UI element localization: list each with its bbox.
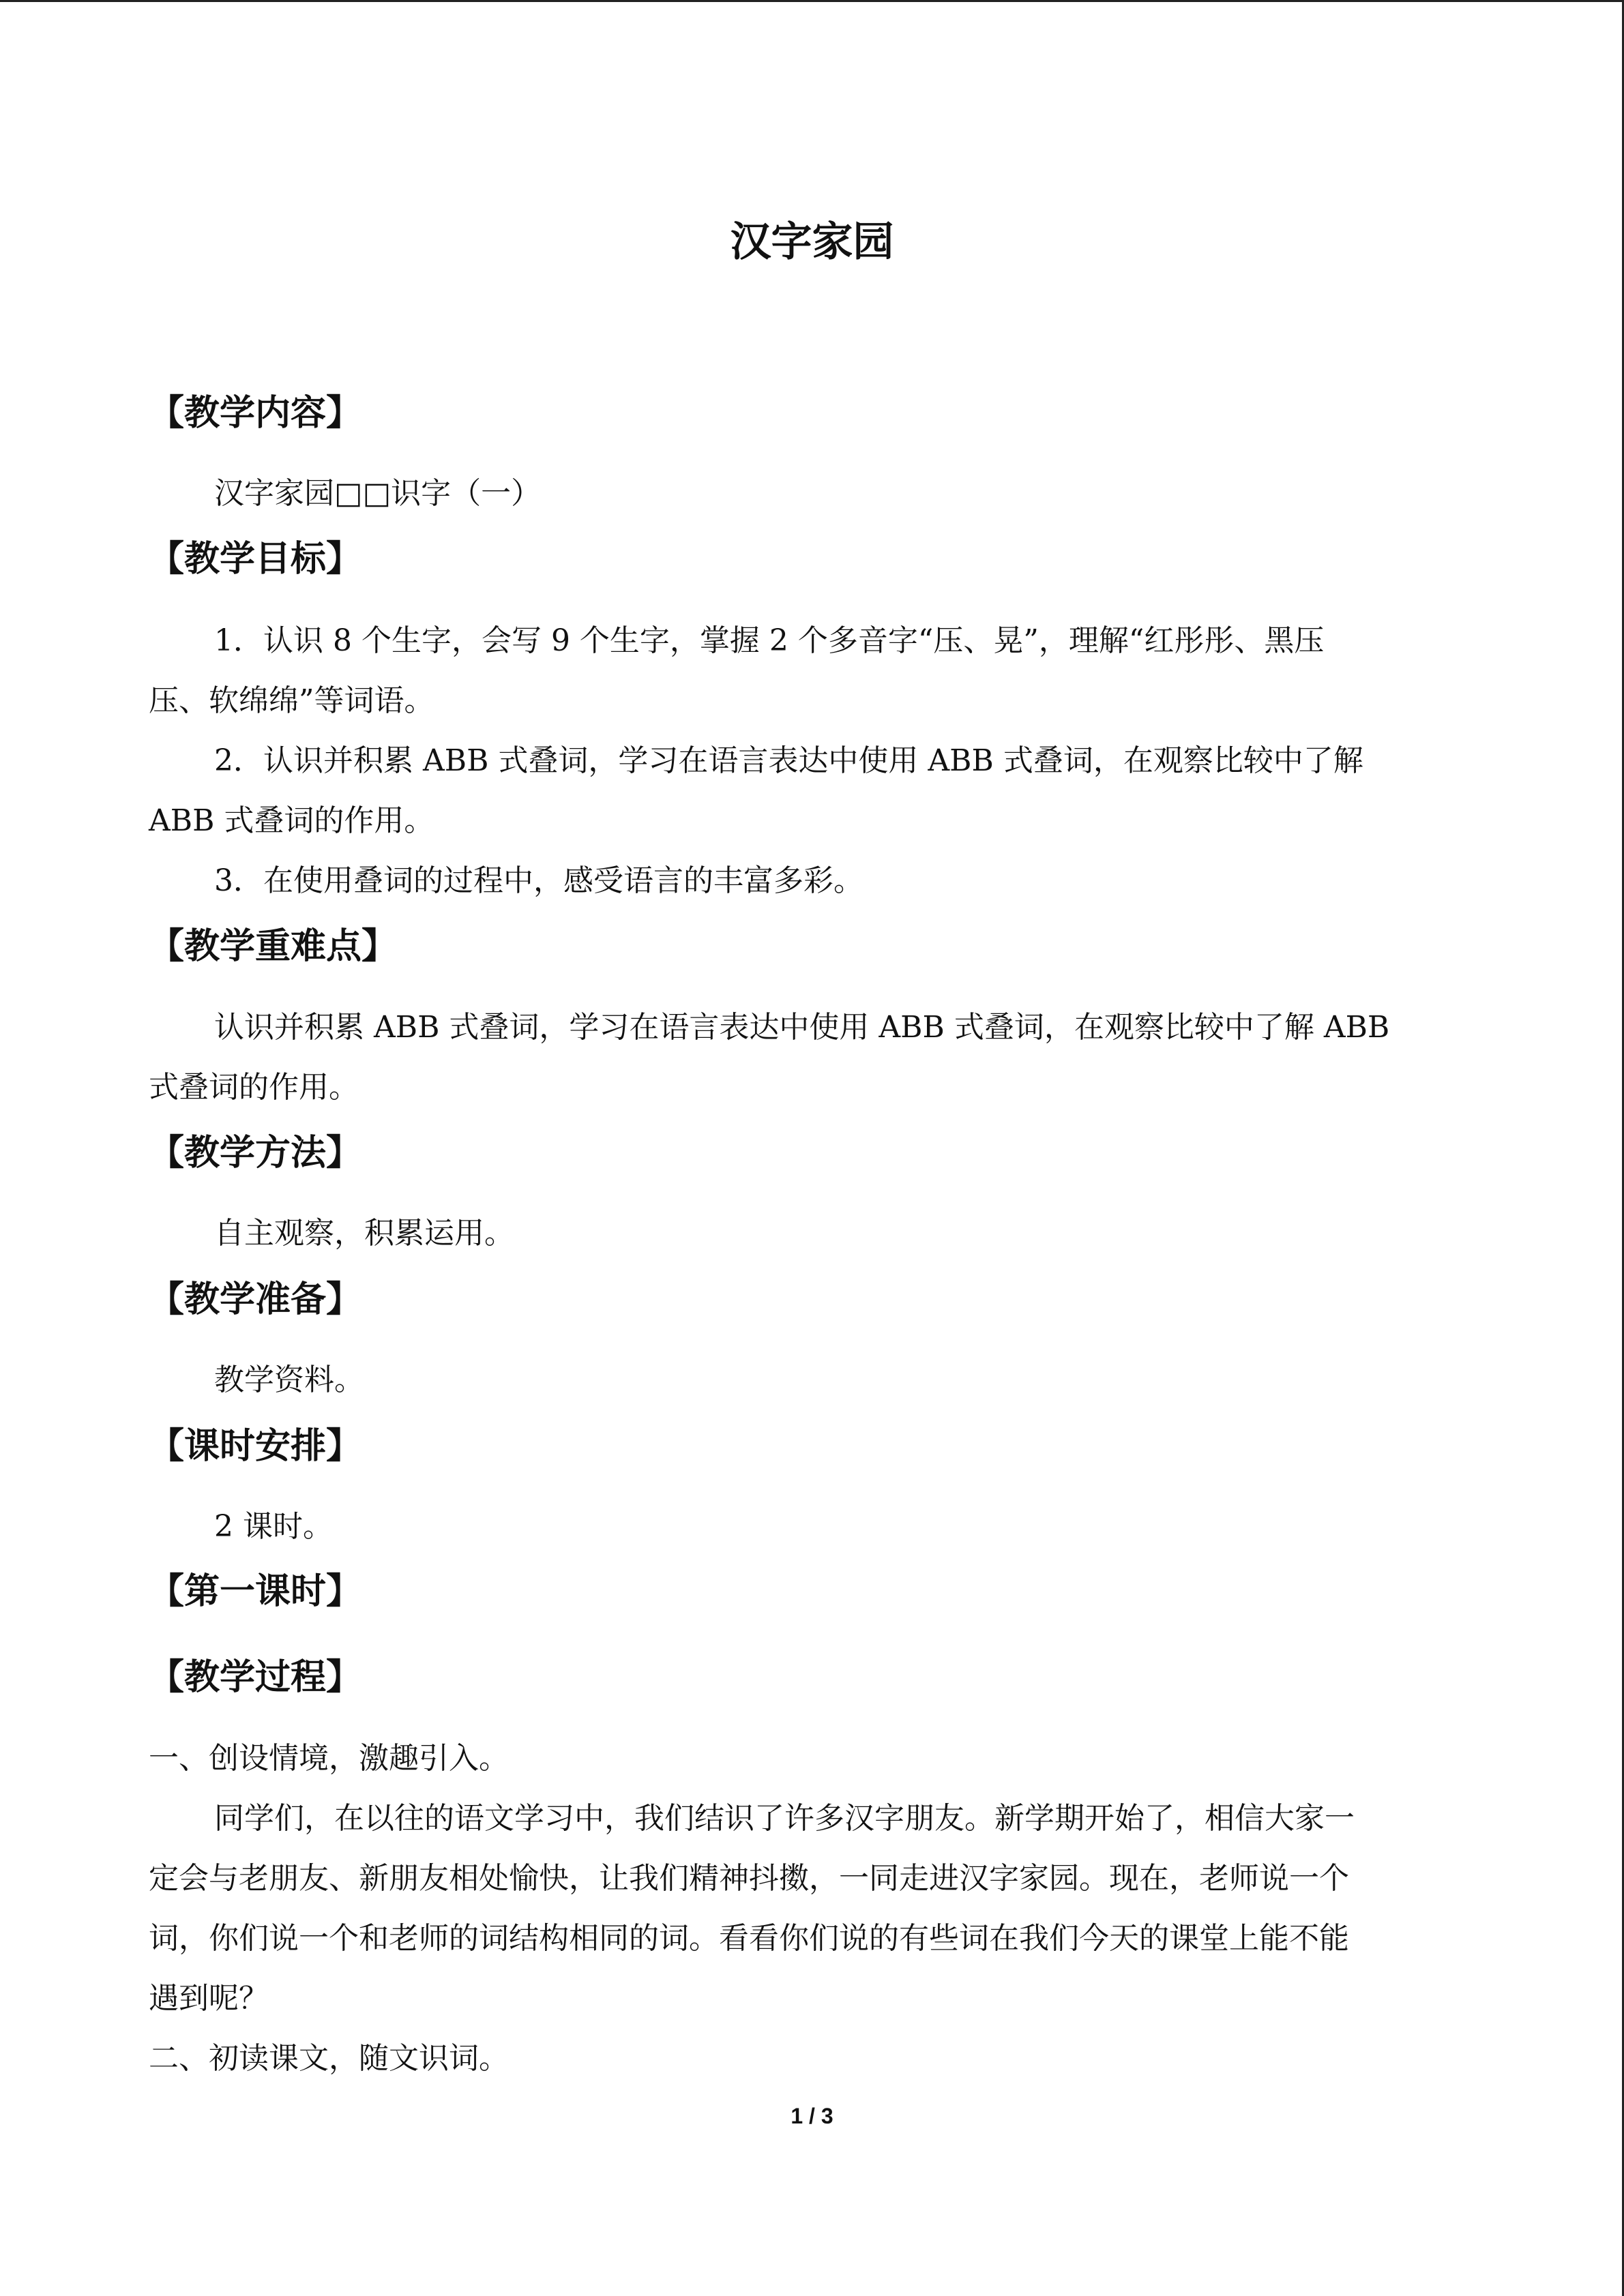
goal-2-line-b: ABB 式叠词的作用。 xyxy=(149,803,434,838)
heading-first-lesson: 【第一课时】 xyxy=(149,1571,362,1612)
teaching-preparation-text xyxy=(149,1350,1537,1410)
goal-3-line: 3．在使用叠词的过程中，感受语言的丰富多彩。 xyxy=(214,863,863,898)
teaching-methods-text xyxy=(149,1204,1537,1264)
heading-teaching-process: 【教学过程】 xyxy=(149,1657,362,1698)
heading-teaching-methods: 【教学方法】 xyxy=(149,1133,362,1174)
key-points-line-1: 认识并积累 ABB 式叠词，学习在语言表达中使用 ABB 式叠词，在观察比较中了解 ABB xyxy=(214,1010,1390,1045)
process-paragraph-line-3: 词，你们说一个和老师的词结构相同的词。看看你们说的有些词在我们今天的课堂上能不能 xyxy=(149,1921,1349,1956)
teaching-content-line: 汉字家园□□识字（一） xyxy=(214,476,542,511)
teaching-goals-text xyxy=(149,611,1472,911)
teaching-process-text xyxy=(149,1729,1472,2089)
page-border-top xyxy=(0,0,1624,2)
process-paragraph-line-2: 定会与老朋友、新朋友相处愉快，让我们精神抖擞，一同走进汉字家园。现在，老师说一个 xyxy=(149,1861,1349,1896)
goal-1-line-b: 压、软绵绵”等词语。 xyxy=(149,683,434,718)
process-paragraph-line-1: 同学们，在以往的语文学习中，我们结识了许多汉字朋友。新学期开始了，相信大家一 xyxy=(214,1801,1355,1836)
process-paragraph-line-4: 遇到呢？ xyxy=(149,1981,269,2016)
lesson-schedule-text xyxy=(149,1497,1537,1557)
goal-1-line-a: 1．认识 8 个生字，会写 9 个生字，掌握 2 个多音字“压、晃”，理解“红彤彤、黑压 xyxy=(214,623,1325,658)
teaching-preparation-line: 教学资料。 xyxy=(214,1362,364,1397)
heading-teaching-goals: 【教学目标】 xyxy=(149,539,362,580)
heading-teaching-preparation: 【教学准备】 xyxy=(149,1279,362,1320)
teaching-content-text xyxy=(149,464,1537,524)
process-step-1: 一、创设情境，激趣引入。 xyxy=(149,1741,509,1776)
process-step-2: 二、初读课文，随文识词。 xyxy=(149,2041,509,2076)
heading-teaching-content: 【教学内容】 xyxy=(149,393,362,434)
page-number: 1 / 3 xyxy=(791,2104,833,2128)
document-title: 汉字家园 xyxy=(730,218,894,266)
lesson-schedule-line: 2 课时。 xyxy=(214,1509,333,1544)
goal-2-line-a: 2．认识并积累 ABB 式叠词，学习在语言表达中使用 ABB 式叠词，在观察比较中了解 xyxy=(214,743,1363,778)
heading-lesson-schedule: 【课时安排】 xyxy=(149,1426,362,1467)
teaching-methods-line: 自主观察，积累运用。 xyxy=(214,1216,514,1251)
heading-key-points: 【教学重难点】 xyxy=(149,926,398,967)
key-points-line-2: 式叠词的作用。 xyxy=(149,1070,359,1105)
key-points-text xyxy=(149,998,1472,1118)
